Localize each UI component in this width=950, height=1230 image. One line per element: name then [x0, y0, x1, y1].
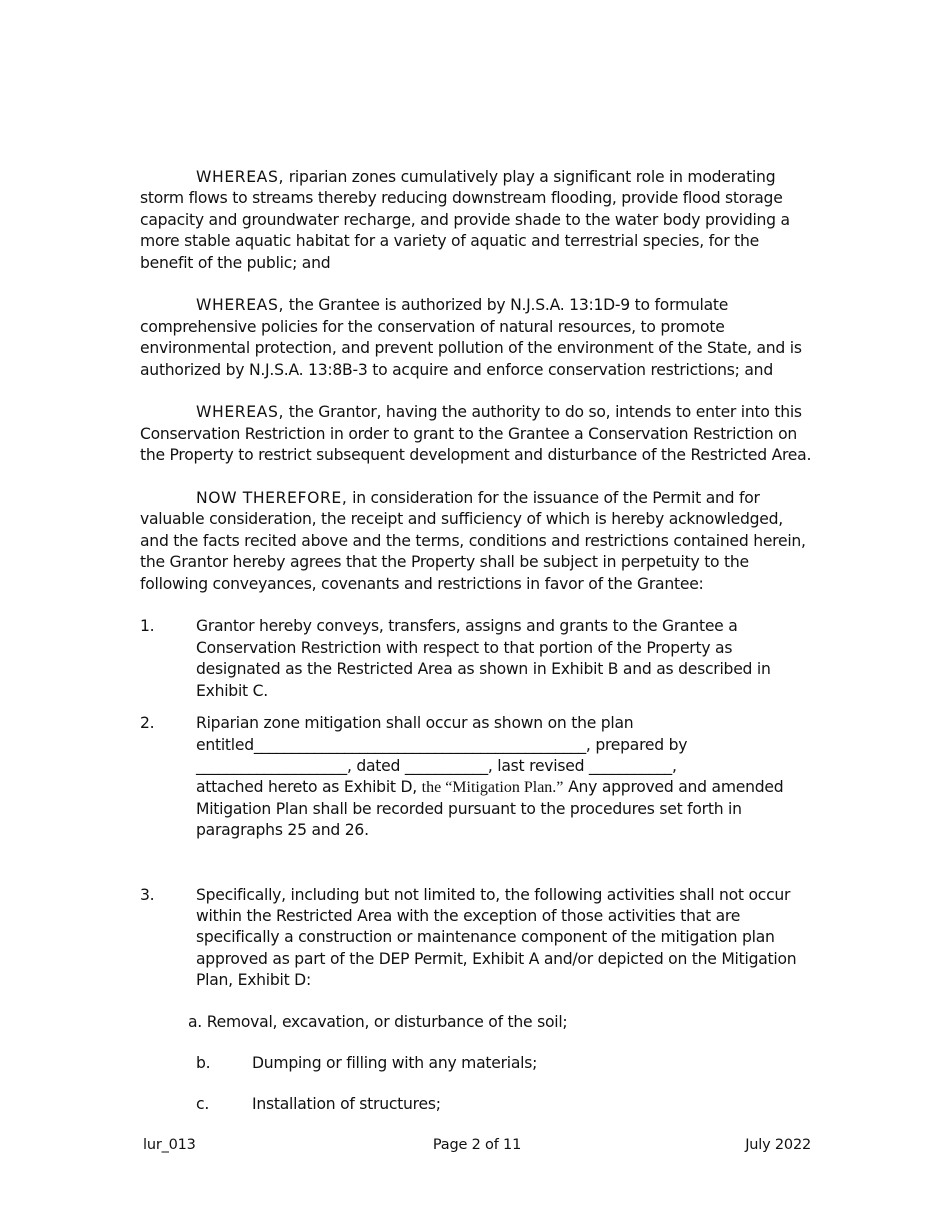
- sub-item-letter: c.: [196, 1095, 210, 1114]
- paragraph-text: riparian zones cumulatively play a significant role in moderating storm flows to streams thereby reducing downstream flooding, provide flood storage capacity and groundwater recharge, and provide shade to the water body providing a more stable aquatic habitat for a variety of aquatic and terrestrial species, for the benefit of the public; and: [140, 168, 790, 272]
- item-line: ____________________, dated ___________, last revised ___________,: [196, 756, 677, 775]
- paragraph-text: in consideration for the issuance of the Permit and for valuable consideration, the receipt and sufficiency of which is hereby acknowledged, and the facts recited above and the terms, conditions and restrictions contained herein, the Grantor hereby agrees that the Property shall be subject in perpetuity to the following conveyances, covenants and restrictions in favor of the Grantee:: [140, 489, 806, 593]
- paragraph-lead: WHEREAS,: [196, 296, 285, 315]
- footer-form-id: lur_013: [143, 1137, 196, 1153]
- item-number: 2.: [140, 714, 155, 733]
- sub-item-b: [196, 1053, 815, 1074]
- sub-item-text: Dumping or filling with any materials;: [252, 1053, 538, 1072]
- paragraph-text: the Grantor, having the authority to do so, intends to enter into this Conservation Restriction in order to grant to the Grantee a Conservation Restriction on the Property to restrict subsequent development and disturbance of the Restricted Area.: [140, 403, 812, 465]
- item-line-part: attached hereto as Exhibit D,: [196, 778, 422, 797]
- numbered-item-1: [140, 616, 815, 702]
- spacer: [140, 853, 815, 885]
- paragraph-lead: WHEREAS,: [196, 403, 285, 422]
- whereas-riparian-paragraph: [140, 167, 815, 274]
- footer-date: July 2022: [745, 1137, 811, 1153]
- item-text: Grantor hereby conveys, transfers, assigns and grants to the Grantee a Conservation Restriction with respect to that portion of the Property as designated as the Restricted Area as shown in Exhibit B and as described in Exhibit C.: [196, 617, 771, 700]
- paragraph-lead: NOW THEREFORE,: [196, 489, 348, 508]
- item-line-part: Any approved and amended Mitigation Plan shall be recorded pursuant to the procedures set forth in paragraphs 25 and 26.: [196, 778, 784, 840]
- numbered-item-3: [140, 885, 815, 992]
- paragraph-text: the Grantee is authorized by N.J.S.A. 13:1D-9 to formulate comprehensive policies for the conservation of natural resources, to promote environmental protection, and prevent pollution of the environment of the State, and is authorized by N.J.S.A. 13:8B-3 to acquire and enforce conservation restrictions; and: [140, 296, 802, 379]
- item-line: Riparian zone mitigation shall occur as shown on the plan: [196, 714, 634, 733]
- sub-item-text: Installation of structures;: [252, 1095, 441, 1114]
- footer-page-number: Page 2 of 11: [432, 1137, 522, 1153]
- paragraph-lead: WHEREAS,: [196, 168, 285, 186]
- item-text: Specifically, including but not limited to, the following activities shall not occur within the Restricted Area with the exception of those activities that are specifically a construction or maintenance component of the mitigation plan approved as part of the DEP Permit, Exhibit A and/or depicted on the Mitigation Plan, Exhibit D:: [196, 885, 797, 990]
- item-line: entitled____________________________________________, prepared by: [196, 735, 688, 754]
- whereas-grantor-paragraph: [140, 402, 815, 466]
- sub-item-letter: b.: [196, 1053, 211, 1072]
- sub-item-a: a. Removal, excavation, or disturbance of the soil;: [188, 1012, 568, 1031]
- document-body: [140, 167, 815, 1116]
- item-number: 1.: [140, 617, 155, 636]
- mitigation-plan-term: the “Mitigation Plan.”: [421, 779, 564, 797]
- item-number: 3.: [140, 885, 155, 904]
- item-line: [196, 777, 815, 841]
- numbered-item-2: [140, 713, 815, 841]
- now-therefore-paragraph: [140, 488, 815, 595]
- item-text: [196, 713, 815, 841]
- whereas-grantee-paragraph: [140, 295, 815, 381]
- page-footer: [143, 1137, 811, 1157]
- sub-item-c: [196, 1094, 815, 1115]
